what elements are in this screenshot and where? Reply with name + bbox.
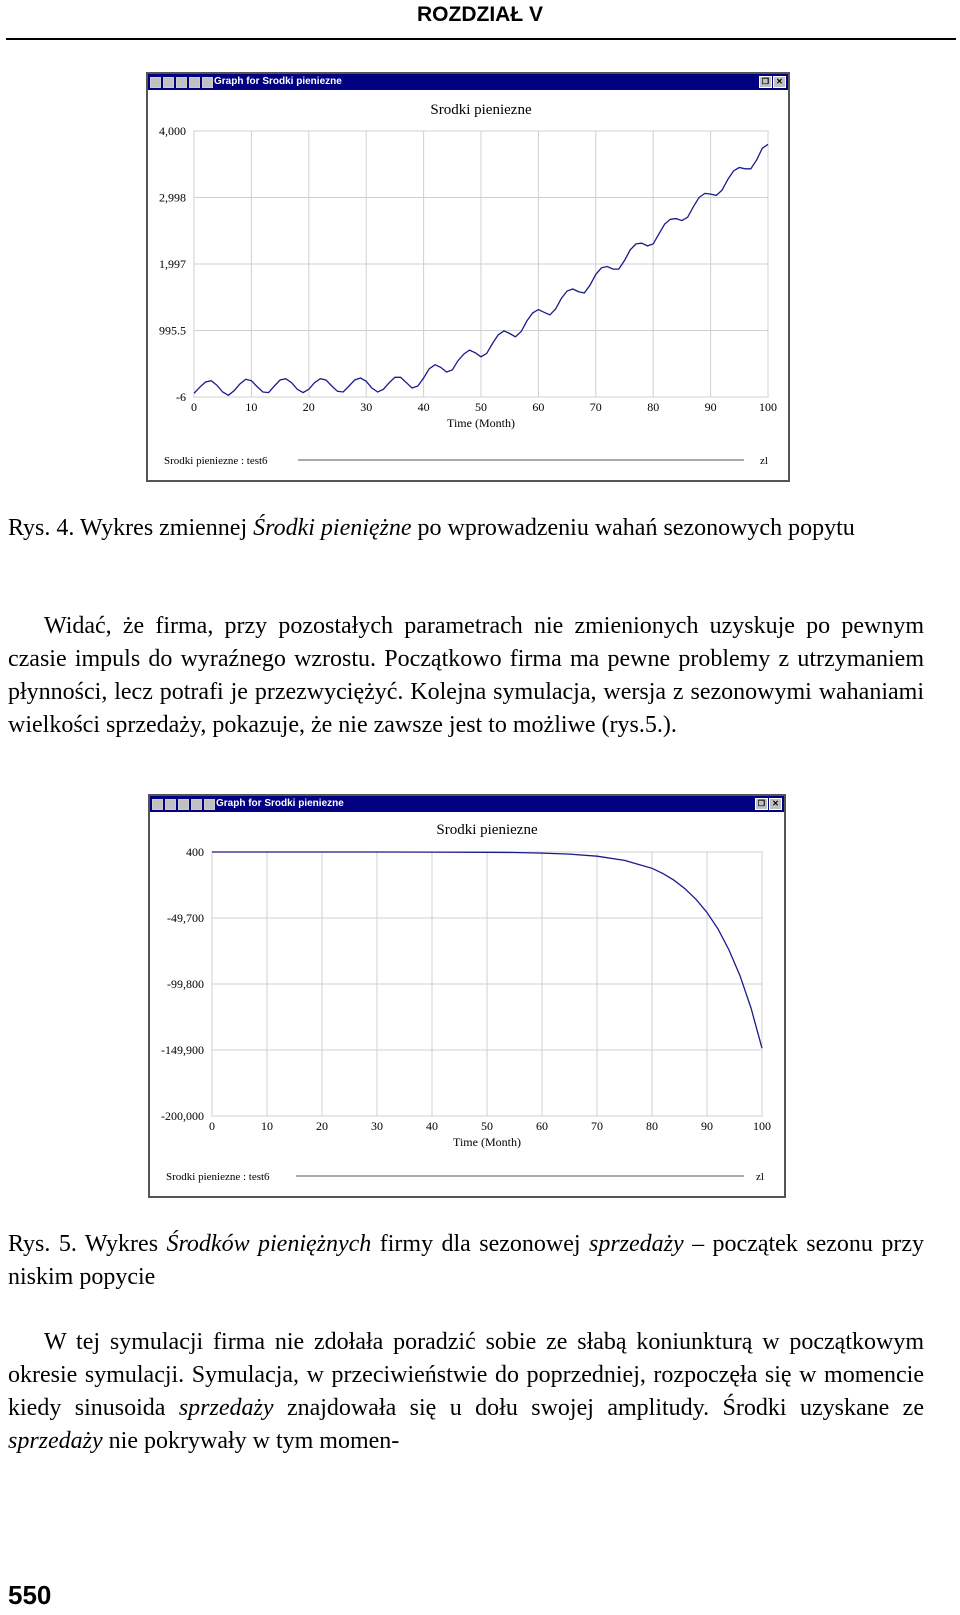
x-tick-label: 30 [360, 400, 373, 414]
chart-1 [148, 74, 788, 480]
paragraph-text: znajdowała się u dołu swojej amplitudy. Środki uzyskane ze [273, 1395, 924, 1421]
x-tick-label: 40 [417, 400, 430, 414]
x-tick-label: 10 [261, 1119, 273, 1133]
y-tick-label: -149,900 [161, 1043, 204, 1057]
figure-2-window [148, 794, 786, 1198]
x-tick-label: 80 [647, 400, 660, 414]
page-number: 550 [8, 1580, 52, 1610]
caption-italic: Środków pieniężnych [166, 1231, 372, 1257]
chart-title: Srodki pieniezne [436, 822, 538, 838]
window-title: Graph for Srodki pieniezne [214, 76, 342, 87]
x-axis-label: Time (Month) [453, 1135, 521, 1149]
header-rule [6, 38, 956, 40]
x-tick-label: 70 [589, 400, 602, 414]
chart-title: Srodki pieniezne [430, 102, 532, 118]
figure-1-window [146, 72, 790, 482]
restore-button[interactable]: ❐ [755, 798, 768, 810]
y-tick-label: 4,000 [159, 124, 186, 138]
caption-text: – początek sezonu przy niskim popycie [8, 1231, 924, 1290]
caption-italic: Środki pieniężne [253, 515, 412, 541]
x-tick-label: 50 [481, 1119, 493, 1133]
caption-text: po wprowadzeniu wahań sezonowych popytu [411, 515, 855, 541]
x-tick-label: 100 [753, 1119, 771, 1133]
y-tick-label: 1,997 [159, 257, 186, 271]
legend-unit: zl [760, 455, 768, 467]
x-tick-label: 80 [646, 1119, 658, 1133]
y-tick-label: 2,998 [159, 190, 186, 205]
x-tick-label: 70 [591, 1119, 603, 1133]
caption-text: Wykres [76, 1231, 167, 1257]
caption-text: firmy dla sezonowej [371, 1231, 589, 1257]
y-tick-label: -99,800 [167, 977, 204, 991]
caption-label: Rys. 5. [8, 1231, 77, 1257]
x-tick-label: 100 [759, 400, 777, 414]
figure-1-caption [8, 512, 924, 545]
paragraph-italic: sprzedaży [8, 1428, 103, 1454]
legend-series-name: Srodki pieniezne : test6 [166, 1171, 270, 1183]
restore-button[interactable]: ❐ [759, 76, 772, 88]
close-button[interactable]: ✕ [769, 798, 782, 810]
x-tick-label: 40 [426, 1119, 438, 1133]
x-tick-label: 60 [536, 1119, 548, 1133]
paragraph-text: Widać, że firma, przy pozostałych parametrach nie zmienionych uzyskuje po pewnym czasie impuls do wyraźnego wzrostu. Początkowo firma ma pewne problemy z utrzymaniem płynności, lecz potrafi je przezwyciężyć. Kolejna symulacja, wersja z sezonowymi wahaniami wielkości sprzedaży, pokazuje, że nie zawsze jest to możliwe (rys.5.). [8, 613, 924, 738]
x-tick-label: 10 [245, 400, 258, 414]
paragraph-text: W tej symulacji firma nie zdołała poradzić sobie ze słabą koniunkturą w początkowym okresie symulacji. Symulacja, w przeciwieństwie do poprzedniej, rozpoczęła się w momencie kiedy sinusoida [8, 1329, 924, 1421]
x-axis-label: Time (Month) [447, 416, 515, 430]
figure-2-caption [8, 1228, 924, 1294]
chapter-header: ROZDZIAŁ V [417, 3, 543, 26]
x-tick-label: 90 [704, 400, 717, 414]
window-title: Graph for Srodki pieniezne [216, 798, 344, 809]
x-tick-label: 0 [191, 400, 197, 414]
close-button[interactable]: ✕ [773, 76, 786, 88]
x-tick-label: 50 [475, 400, 487, 414]
paragraph-1 [8, 610, 924, 742]
y-tick-label: -200,000 [161, 1109, 204, 1123]
caption-label: Rys. 4. [8, 515, 75, 541]
y-tick-label: -49,700 [167, 911, 204, 925]
x-tick-label: 30 [371, 1119, 383, 1133]
caption-text: Wykres zmiennej [74, 515, 254, 541]
paragraph-italic: sprzedaży [178, 1395, 274, 1421]
x-tick-label: 20 [316, 1119, 328, 1133]
y-tick-label: 400 [186, 845, 204, 859]
legend-unit: zl [756, 1171, 764, 1183]
y-tick-label: -6 [176, 390, 186, 404]
x-tick-label: 20 [302, 400, 315, 414]
legend-series-name: Srodki pieniezne : test6 [164, 455, 268, 467]
paragraph-2 [8, 1326, 924, 1458]
y-tick-label: 995.5 [159, 323, 186, 338]
x-tick-label: 60 [532, 400, 545, 414]
paragraph-text: nie pokrywały w tym momen- [102, 1428, 400, 1454]
caption-italic: sprzedaży [589, 1231, 684, 1257]
x-tick-label: 90 [701, 1119, 713, 1133]
x-tick-label: 0 [209, 1119, 215, 1133]
chart-2 [150, 796, 784, 1196]
